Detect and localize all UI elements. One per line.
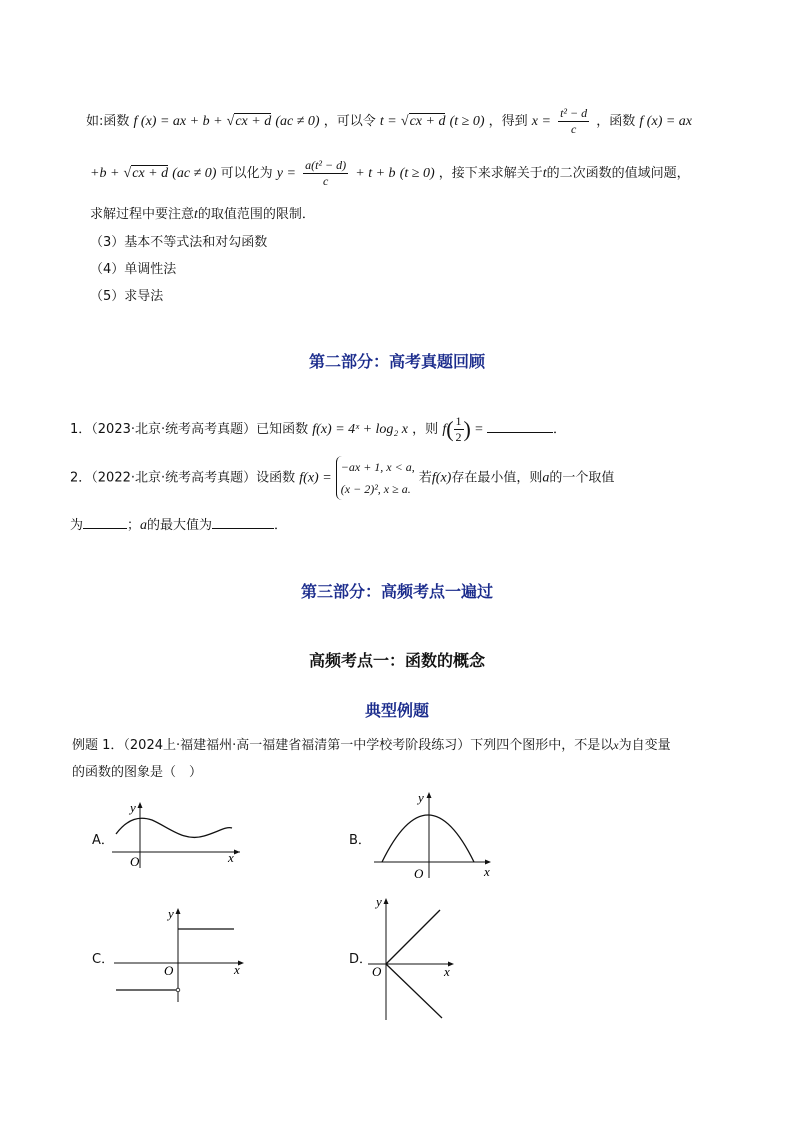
- y-axis-label: y: [130, 800, 136, 815]
- y-axis-label: y: [418, 790, 424, 805]
- examples-title: 典型例题: [364, 701, 429, 720]
- question-text: ．: [274, 518, 288, 533]
- math-var: a: [542, 470, 550, 486]
- intro-text: 的二次函数的值域问题，: [546, 166, 690, 181]
- x-axis-label: x: [228, 850, 234, 865]
- question-2: [70, 456, 614, 500]
- answer-blank[interactable]: [487, 432, 553, 433]
- question-text: 的一个取值: [549, 470, 615, 486]
- question-text: ，则: [412, 422, 439, 437]
- x-axis-label: x: [444, 964, 450, 979]
- method-item: （5）求导法: [90, 289, 164, 304]
- example-1-line-1: [72, 734, 671, 753]
- question-text: 的最大值为: [147, 518, 213, 533]
- math-expr: + t + b: [355, 166, 396, 181]
- intro-line-1: 如:函数 f (x) = ax + b + √cx + d (ac ≠ 0) ，可以令 t = √cx + d (t ≥ 0) ，得到 x = $\frac{\text{t² − d}}{c}$ ，函数 f (x) = ax: [86, 106, 693, 136]
- math-expr: +b +: [90, 166, 120, 181]
- math-var: a: [140, 518, 148, 533]
- example-text: ）下列四个图形中，不是以: [457, 738, 614, 753]
- math-cond: (ac ≠ 0): [172, 166, 217, 181]
- equals: =: [475, 422, 483, 437]
- math-cond: (t ≥ 0): [399, 166, 435, 181]
- y-axis-label: y: [168, 906, 174, 921]
- option-a-graph[interactable]: [108, 798, 248, 870]
- option-b-label[interactable]: B．: [349, 833, 371, 848]
- math-expr: f(x): [431, 470, 452, 486]
- method-item: （4）单调性法: [90, 262, 177, 277]
- topic-title: 高频考点一：函数的概念: [308, 651, 485, 670]
- example-source: 2024上·福建福州·高一福建省福清第一中学校考阶段练习: [129, 738, 458, 753]
- intro-text: ，可以令: [323, 114, 376, 129]
- math-expr: f(x) =: [299, 470, 332, 486]
- math-var: f: [442, 422, 447, 437]
- question-text: ．: [553, 422, 567, 437]
- intro-text: 的取值范围的限制．: [197, 207, 315, 222]
- question-text: 为: [70, 518, 84, 533]
- option-b-graph[interactable]: [370, 788, 496, 882]
- option-a-label[interactable]: A．: [92, 833, 114, 848]
- intro-text: ，函数: [596, 114, 636, 129]
- fraction: $\frac{1}{2}$: [455, 414, 462, 444]
- intro-line-2: +b + √cx + d (ac ≠ 0) 可以化为 y = $\frac{\text{a(t² − d)}}{c}$ + t + b (t ≥ 0) ，接下来求解关于t的二次函数的值域问题，: [90, 158, 690, 188]
- math-expr: t =: [379, 114, 397, 129]
- answer-blank[interactable]: [212, 528, 274, 529]
- option-c-label[interactable]: C．: [92, 952, 115, 967]
- option-d-graph[interactable]: [366, 892, 460, 1022]
- y-axis-label: y: [376, 894, 382, 909]
- radicand: cx + d: [235, 114, 272, 129]
- math-var: t: [542, 166, 547, 181]
- question-2-line-2: [70, 514, 287, 534]
- fraction: $\frac{\text{a(t² − d)}}{c}$: [305, 158, 347, 188]
- option-d-label[interactable]: D．: [349, 952, 373, 967]
- question-text: 若: [418, 470, 432, 486]
- intro-text: 可以化为: [220, 166, 273, 181]
- case-2: (x − 2)², x ≥ a.: [340, 482, 411, 496]
- intro-text: 求解过程中要注意: [90, 207, 195, 222]
- math-expr: x =: [531, 114, 551, 129]
- question-1: 1．（2023·北京·统考高考真题）已知函数 f(x) = 4ˣ + log₂ x ，则 f( $\frac{1}{2}$ ) = ．: [70, 414, 567, 444]
- intro-text: 如:函数: [86, 114, 130, 129]
- fraction: $\frac{\text{t² − d}}{c}$: [560, 106, 588, 136]
- radicand: cx + d: [409, 114, 446, 129]
- answer-blank[interactable]: [83, 528, 127, 529]
- x-axis-label: x: [234, 962, 240, 977]
- x-axis-label: x: [484, 864, 490, 879]
- section-3-title: 第三部分：高频考点一遍过: [300, 582, 493, 601]
- origin-label: O: [372, 964, 382, 979]
- origin-label: O: [414, 866, 424, 881]
- math-expr: f(x) = 4ˣ + log₂ x: [312, 422, 409, 437]
- example-text: 为自变量: [618, 738, 671, 753]
- example-1-line-2: 的函数的图象是（ ）: [72, 765, 203, 780]
- origin-label: O: [130, 854, 140, 869]
- method-item: （3）基本不等式法和对勾函数: [90, 235, 268, 250]
- intro-line-3: [90, 203, 315, 223]
- math-expr: f (x) = ax: [639, 114, 693, 129]
- section-2-title: 第二部分：高考真题回顾: [308, 352, 485, 371]
- math-expr: y =: [276, 166, 296, 181]
- question-text: ；: [127, 518, 141, 533]
- math-var: t: [194, 207, 198, 222]
- math-expr: f (x) = ax + b +: [133, 114, 223, 129]
- question-text: 1．（2023·北京·统考高考真题）已知函数: [70, 422, 309, 437]
- question-text: 存在最小值，则: [451, 470, 543, 486]
- math-cond: (ac ≠ 0): [275, 114, 320, 129]
- intro-text: ，得到: [488, 114, 528, 129]
- option-c-graph[interactable]: [112, 902, 252, 1004]
- intro-text: ，接下来求解关于: [438, 166, 543, 181]
- example-text: 例题 1．（: [72, 738, 130, 753]
- radicand: cx + d: [132, 166, 169, 181]
- case-1: −ax + 1, x < a,: [340, 460, 415, 474]
- math-cond: (t ≥ 0): [449, 114, 485, 129]
- question-text: 2．（2022·北京·统考高考真题）设函数: [70, 470, 296, 486]
- origin-label: O: [164, 963, 174, 978]
- piecewise-function: [336, 456, 415, 500]
- math-var: x: [613, 738, 619, 752]
